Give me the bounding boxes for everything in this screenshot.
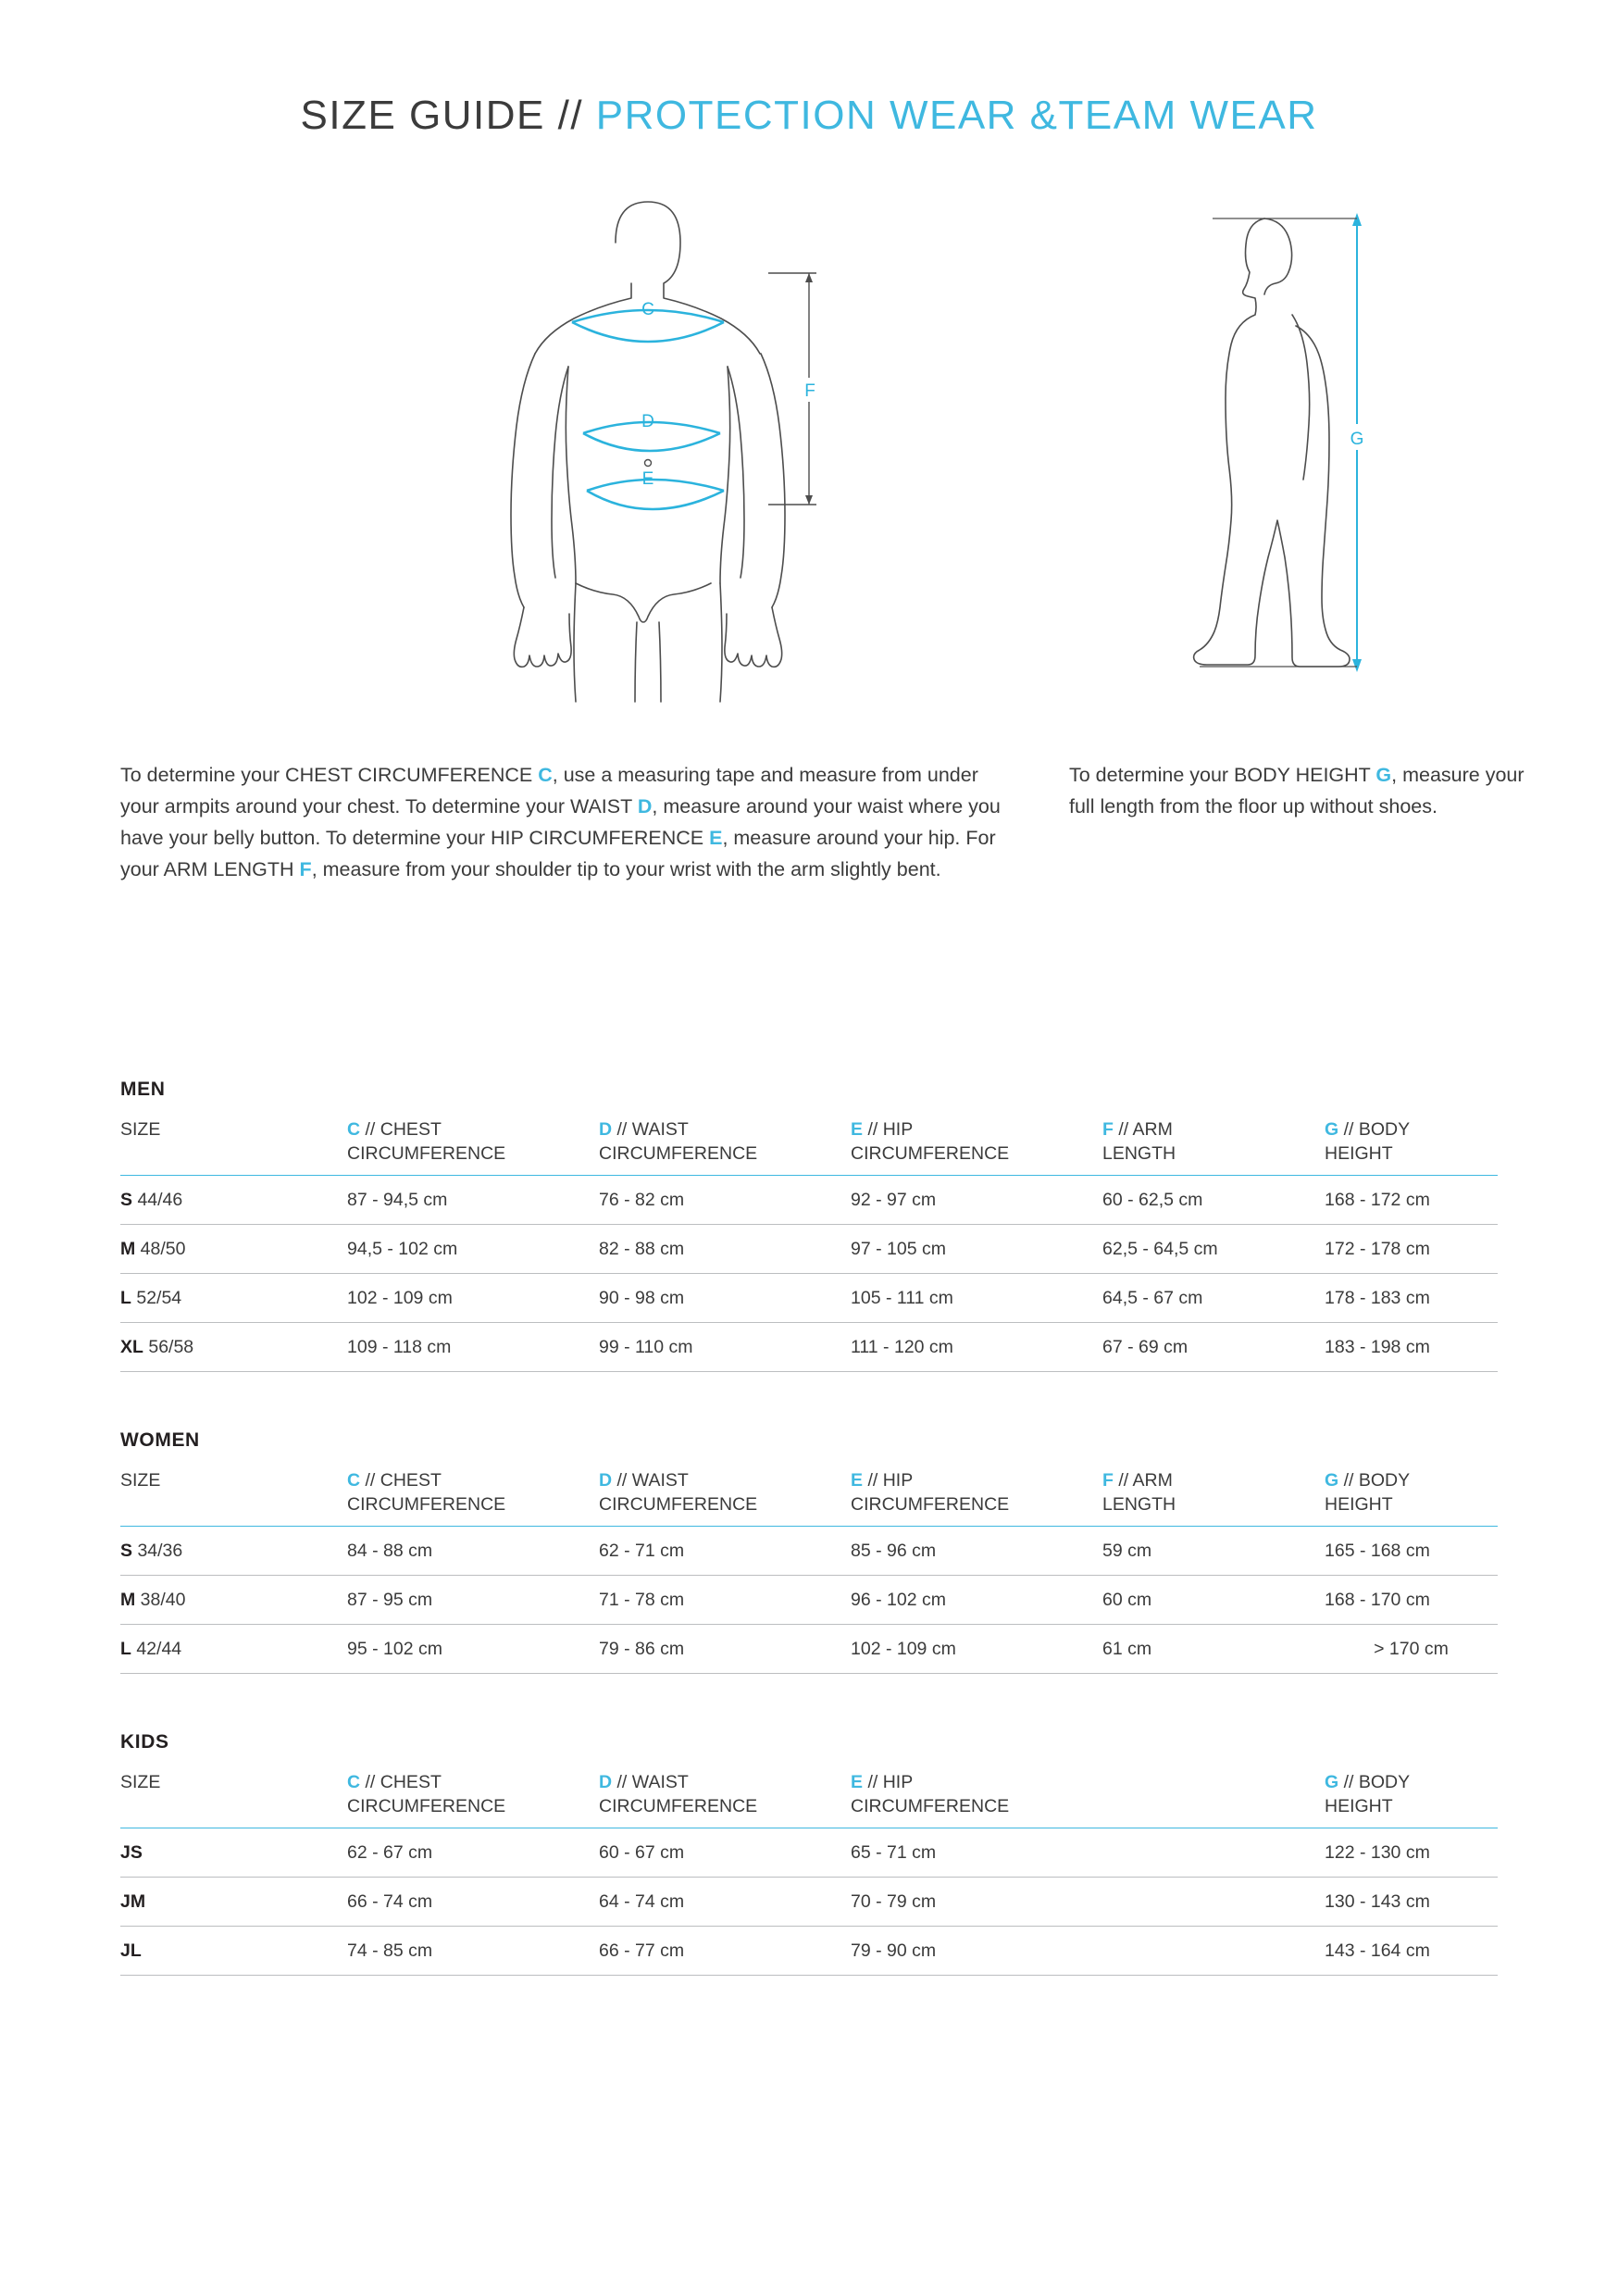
cell-hip: 85 - 96 cm <box>851 1527 1102 1576</box>
cell-arm: 62,5 - 64,5 cm <box>1102 1225 1325 1274</box>
table-block-kids <box>120 1731 1498 1976</box>
table-row <box>120 1176 1498 1225</box>
table-row <box>120 1576 1498 1625</box>
col-header-height: G // BODY HEIGHT <box>1325 1119 1411 1164</box>
cell-waist: 82 - 88 cm <box>599 1225 851 1274</box>
size-tables-section <box>0 1079 1618 1976</box>
cell-size-rest: 52/54 <box>136 1288 182 1308</box>
col-header-chest: C // CHEST CIRCUMFERENCE <box>347 1119 506 1164</box>
col-header-arm: F // ARM LENGTH <box>1102 1470 1176 1515</box>
cell-size-bold: S <box>120 1190 133 1210</box>
col-header-waist: D // WAIST CIRCUMFERENCE <box>599 1470 758 1515</box>
col-header-size: SIZE <box>120 1119 161 1140</box>
cell-height: 183 - 198 cm <box>1325 1323 1498 1372</box>
table-row <box>120 1527 1498 1576</box>
desc-label-e: E <box>709 827 723 849</box>
col-header-hip: E // HIP CIRCUMFERENCE <box>851 1119 1010 1164</box>
table-row <box>120 1625 1498 1674</box>
cell-arm: 60 cm <box>1102 1576 1325 1625</box>
cell-arm: 59 cm <box>1102 1527 1325 1576</box>
cell-size-bold: S <box>120 1541 133 1561</box>
cell-height: 143 - 164 cm <box>1325 1927 1498 1976</box>
side-body-diagram <box>1176 185 1388 708</box>
svg-text:F: F <box>804 381 815 401</box>
cell-chest: 95 - 102 cm <box>347 1625 599 1674</box>
cell-height: 168 - 172 cm <box>1325 1176 1498 1225</box>
desc-right-part1: To determine your BODY HEIGHT <box>1069 764 1376 786</box>
desc-label-f: F <box>299 858 312 880</box>
cell-height: 172 - 178 cm <box>1325 1225 1498 1274</box>
cell-chest: 87 - 95 cm <box>347 1576 599 1625</box>
col-header-waist: D // WAIST CIRCUMFERENCE <box>599 1772 758 1816</box>
cell-chest: 66 - 74 cm <box>347 1878 599 1927</box>
cell-size-rest: 34/36 <box>137 1541 183 1561</box>
col-header-size: SIZE <box>120 1772 161 1792</box>
cell-waist: 71 - 78 cm <box>599 1576 851 1625</box>
cell-hip: 79 - 90 cm <box>851 1927 1325 1976</box>
figures-section <box>0 176 1618 750</box>
table-block-men <box>120 1079 1498 1372</box>
col-header-waist: D // WAIST CIRCUMFERENCE <box>599 1119 758 1164</box>
cell-height: 178 - 183 cm <box>1325 1274 1498 1323</box>
col-header-size: SIZE <box>120 1470 161 1491</box>
svg-text:C: C <box>641 300 654 319</box>
cell-size-bold: M <box>120 1590 136 1610</box>
cell-waist: 79 - 86 cm <box>599 1625 851 1674</box>
cell-hip: 92 - 97 cm <box>851 1176 1102 1225</box>
cell-hip: 111 - 120 cm <box>851 1323 1102 1372</box>
cell-height: 122 - 130 cm <box>1325 1828 1498 1878</box>
size-table-men <box>120 1117 1498 1372</box>
cell-height: 165 - 168 cm <box>1325 1527 1498 1576</box>
size-table-women <box>120 1468 1498 1674</box>
cell-chest: 74 - 85 cm <box>347 1927 599 1976</box>
cell-size-bold: JM <box>120 1891 146 1912</box>
table-row <box>120 1878 1498 1927</box>
cell-hip: 96 - 102 cm <box>851 1576 1102 1625</box>
cell-chest: 87 - 94,5 cm <box>347 1176 599 1225</box>
col-header-hip: E // HIP CIRCUMFERENCE <box>851 1772 1010 1816</box>
cell-waist: 76 - 82 cm <box>599 1176 851 1225</box>
cell-size-rest: 38/40 <box>140 1590 186 1610</box>
cell-chest: 84 - 88 cm <box>347 1527 599 1576</box>
desc-left-part5: , measure from your shoulder tip to your wrist with the arm slightly bent. <box>311 858 941 880</box>
table-row <box>120 1323 1498 1372</box>
cell-height: 130 - 143 cm <box>1325 1878 1498 1927</box>
cell-waist: 90 - 98 cm <box>599 1274 851 1323</box>
cell-waist: 62 - 71 cm <box>599 1527 851 1576</box>
cell-waist: 66 - 77 cm <box>599 1927 851 1976</box>
cell-size-rest: 42/44 <box>136 1639 182 1659</box>
cell-hip: 70 - 79 cm <box>851 1878 1325 1927</box>
table-row <box>120 1828 1498 1878</box>
col-header-arm: F // ARM LENGTH <box>1102 1119 1176 1164</box>
table-row <box>120 1274 1498 1323</box>
svg-text:D: D <box>641 412 654 431</box>
cell-hip: 97 - 105 cm <box>851 1225 1102 1274</box>
table-row <box>120 1927 1498 1976</box>
cell-size-bold: JL <box>120 1940 142 1961</box>
cell-waist: 64 - 74 cm <box>599 1878 851 1927</box>
cell-hip: 65 - 71 cm <box>851 1828 1325 1878</box>
col-header-hip: E // HIP CIRCUMFERENCE <box>851 1470 1010 1515</box>
descriptions-section <box>0 759 1618 991</box>
cell-size-bold: L <box>120 1288 131 1308</box>
desc-label-g: G <box>1375 764 1392 786</box>
col-header-height: G // BODY HEIGHT <box>1325 1772 1411 1816</box>
table-row <box>120 1225 1498 1274</box>
size-table-kids <box>120 1770 1498 1976</box>
cell-size-bold: M <box>120 1239 136 1259</box>
desc-right-part2: , measure your full length from the floor up without shoes. <box>1069 764 1525 817</box>
table-caption-kids: KIDS <box>120 1731 169 1753</box>
cell-arm: 61 cm <box>1102 1625 1325 1674</box>
measurement-instructions-body <box>120 759 1009 885</box>
cell-arm: 60 - 62,5 cm <box>1102 1176 1325 1225</box>
measurement-instructions-height <box>1069 759 1532 822</box>
cell-arm: 67 - 69 cm <box>1102 1323 1325 1372</box>
cell-size-rest: 48/50 <box>140 1239 186 1259</box>
cell-size-bold: L <box>120 1639 131 1659</box>
cell-waist: 99 - 110 cm <box>599 1323 851 1372</box>
desc-label-c: C <box>538 764 553 786</box>
table-block-women <box>120 1429 1498 1674</box>
page-title <box>0 0 1618 139</box>
svg-text:E: E <box>641 469 654 489</box>
cell-arm: 64,5 - 67 cm <box>1102 1274 1325 1323</box>
cell-size-rest: 44/46 <box>137 1190 183 1210</box>
cell-waist: 60 - 67 cm <box>599 1828 851 1878</box>
table-caption-men: MEN <box>120 1079 166 1100</box>
cell-hip: 105 - 111 cm <box>851 1274 1102 1323</box>
page-title-accent: PROTECTION WEAR &TEAM WEAR <box>595 93 1318 138</box>
desc-left-part1: To determine your CHEST CIRCUMFERENCE <box>120 764 539 786</box>
col-header-height: G // BODY HEIGHT <box>1325 1470 1411 1515</box>
cell-chest: 102 - 109 cm <box>347 1274 599 1323</box>
cell-size-rest: 56/58 <box>148 1337 194 1357</box>
desc-label-d: D <box>637 795 653 817</box>
cell-hip: 102 - 109 cm <box>851 1625 1102 1674</box>
svg-text:G: G <box>1350 430 1364 449</box>
front-body-diagram <box>454 185 842 708</box>
cell-height: > 170 cm <box>1325 1625 1498 1674</box>
desc-left-part3: , measure around your waist where you have your belly button. To determine your HIP CIRCUMFERENCE <box>120 795 1001 849</box>
desc-left-part4: , measure around your hip. For your ARM LENGTH <box>120 827 996 880</box>
cell-chest: 109 - 118 cm <box>347 1323 599 1372</box>
cell-chest: 62 - 67 cm <box>347 1828 599 1878</box>
cell-size-bold: XL <box>120 1337 143 1357</box>
col-header-chest: C // CHEST CIRCUMFERENCE <box>347 1772 506 1816</box>
page-title-main: SIZE GUIDE // <box>300 93 596 138</box>
cell-size-bold: JS <box>120 1842 143 1863</box>
desc-left-part2: , use a measuring tape and measure from under your armpits around your chest. To determine your WAIST <box>120 764 978 817</box>
cell-chest: 94,5 - 102 cm <box>347 1225 599 1274</box>
table-caption-women: WOMEN <box>120 1429 200 1451</box>
cell-height: 168 - 170 cm <box>1325 1576 1498 1625</box>
col-header-chest: C // CHEST CIRCUMFERENCE <box>347 1470 506 1515</box>
